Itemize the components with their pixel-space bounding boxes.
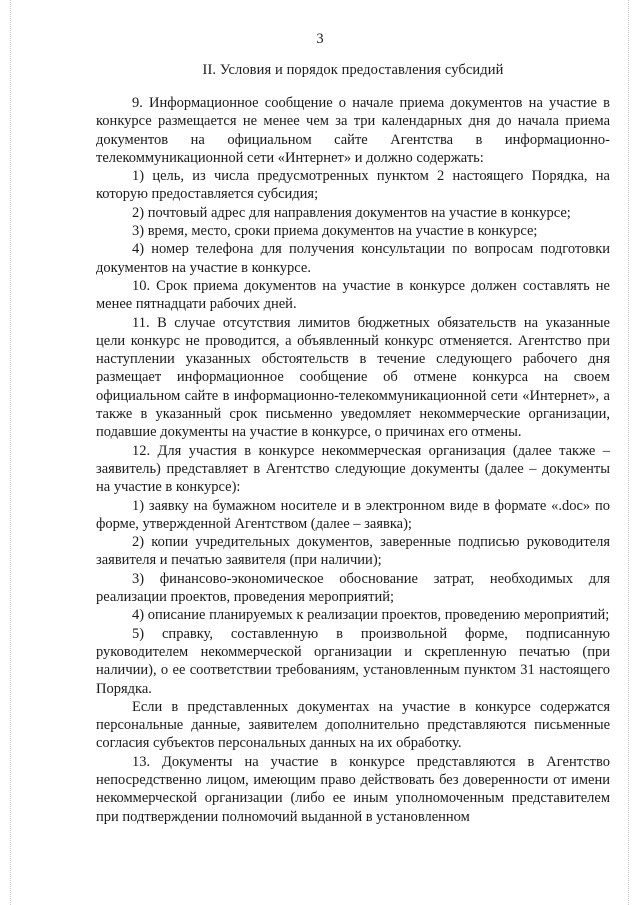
paragraph-12: 12. Для участия в конкурсе некоммерческая организация (далее также – заявитель) представляет в Агентство следующие документы (далее – документы на участие в конкурсе): xyxy=(96,442,610,496)
paragraph-12-item-2: 2) копии учредительных документов, заверенные подписью руководителя заявителя и печатью заявителя (при наличии); xyxy=(96,534,610,569)
paragraph-9-item-2: 2) почтовый адрес для направления документов на участие в конкурсе; xyxy=(132,204,571,221)
paragraph-10: 10. Срок приема документов на участие в конкурсе должен составлять не менее пятнадцати рабочих дней. xyxy=(96,277,610,313)
paragraph-9-item-4: 4) номер телефона для получения консультации по вопросам подготовки документов на участие в конкурсе. xyxy=(96,241,610,276)
section-title: II. Условия и порядок предоставления субсидий xyxy=(202,62,504,78)
scan-edge-left xyxy=(10,0,11,905)
paragraph-12-item-1: 1) заявку на бумажном носителе и в электронном виде в формате «.doc» по форме, утвержденной Агентством (далее – заявка); xyxy=(96,497,610,532)
scan-edge-right xyxy=(628,0,629,905)
paragraph-personal-data: Если в представленных документах на участие в конкурсе содержатся персональные данные, заявителем дополнительно представляются письменные согласия субъектов персональных данных на их обработку. xyxy=(96,698,610,752)
paragraph-11: 11. В случае отсутствия лимитов бюджетных обязательств на указанные цели конкурс не проводится, а объявленный конкурс отменяется. Агентство при наступлении указанных обстоятельств в течение следующего рабочего дня размещает информационное сообщение об отмене конкурса на своем официальном сайте в информационно-телекоммуникационной сети «Интернет», а также в указанный срок письменно уведомляет некоммерческие организации, подавшие документы на участие в конкурсе, о причинах его отмены. xyxy=(96,314,610,441)
page-number: 3 xyxy=(316,31,324,47)
paragraph-13: 13. Документы на участие в конкурсе представляются в Агентство непосредственно лицом, имеющим право действовать без доверенности от имени некоммерческой организации (либо ее иным уполномоченным представителем при подтверждении полномочий выданной в установленном xyxy=(96,753,610,825)
body-text xyxy=(96,94,610,826)
paragraph-9: 9. Информационное сообщение о начале приема документов на участие в конкурсе размещается не менее чем за три календарных дня до начала приема документов на официальном сайте Агентства в информационно-телекоммуникационной сети «Интернет» и должно содержать: xyxy=(96,95,610,166)
paragraph-12-item-3: 3) финансово-экономическое обоснование затрат, необходимых для реализации проектов, проведения мероприятий; xyxy=(96,570,610,606)
paragraph-12-item-4: 4) описание планируемых к реализации проектов, проведению мероприятий; xyxy=(132,607,610,624)
paragraph-9-item-3: 3) время, место, сроки приема документов на участие в конкурсе; xyxy=(132,223,538,240)
paragraph-12-item-5: 5) справку, составленную в произвольной форме, подписанную руководителем некоммерческой организации и скрепленную печатью (при наличии), о ее соответствии требованиям, установленным пунктом 31 настоящего Порядка. xyxy=(96,625,610,697)
paragraph-9-item-1: 1) цель, из числа предусмотренных пунктом 2 настоящего Порядка, на которую предоставляется субсидия; xyxy=(96,168,610,203)
